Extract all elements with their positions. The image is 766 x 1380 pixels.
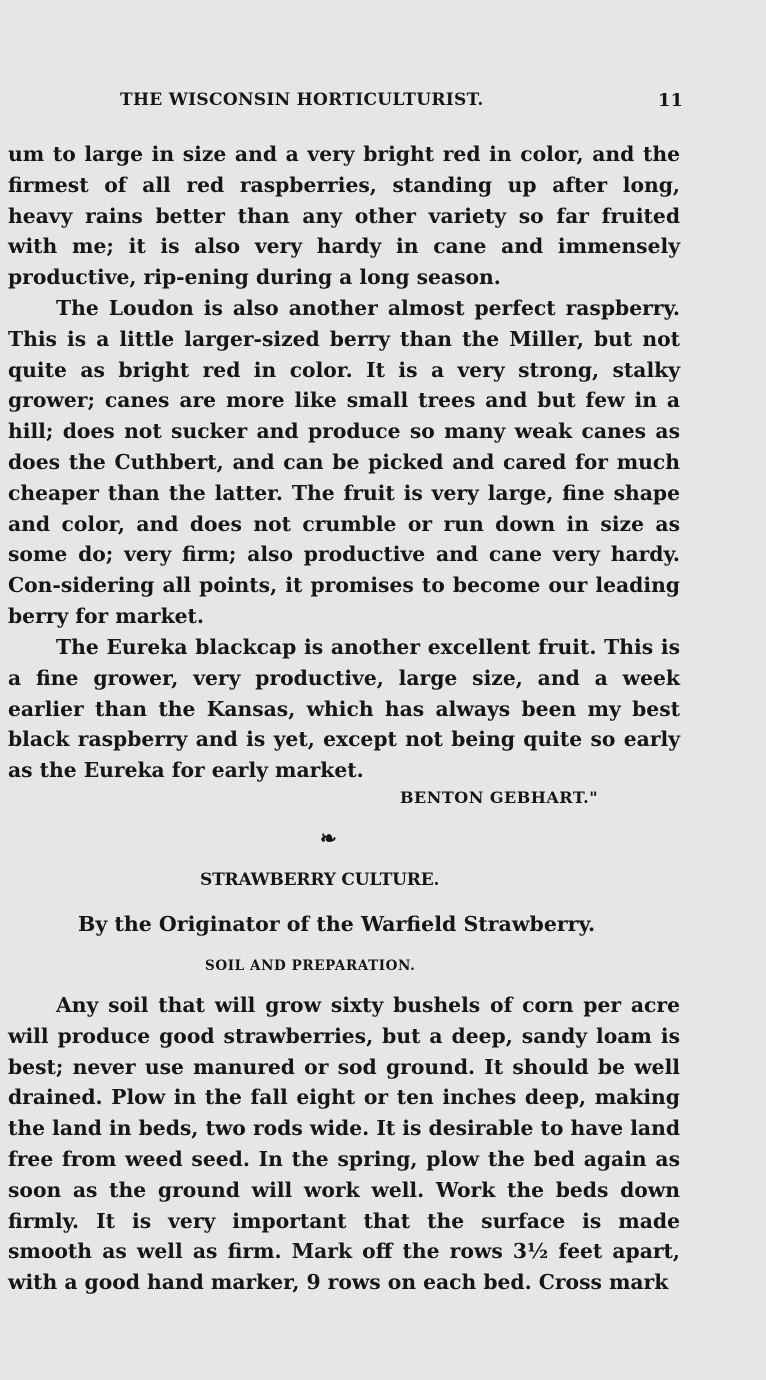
author-signature: BENTON GEBHART." — [400, 788, 599, 807]
section-byline: By the Originator of the Warfield Strawberry. — [78, 912, 596, 936]
page-number: 11 — [658, 90, 684, 111]
paragraph-soil: Any soil that will grow sixty bushels of corn per acre will produce good strawberries, but a deep, sandy loam is best; never use manured or sod ground. It should be well drained. Plow in the fall eight or ten inches deep, making the land in beds, two rods wide. It is desirable to have land free from weed seed. In the spring, plow the bed again as soon as the ground will work well. Work the beds down firmly. It is very important that the surface is made smooth as well as firm. Mark off the rows 3½ feet apart, with a good hand marker, 9 rows on each bed. Cross mark — [8, 993, 680, 1295]
running-title: THE WISCONSIN HORTICULTURIST. — [120, 90, 484, 110]
paragraph-continued: um to large in size and a very bright red in color, and the firmest of all red raspberries, standing up after long, heavy rains better than any other variety so far fruited with me; it is also very hardy in cane and immensely productive, rip-ening during a long season. — [8, 142, 680, 290]
ornament-icon: ❧ — [320, 826, 337, 850]
paragraph-loudon: The Loudon is also another almost perfect raspberry. This is a little larger-sized berry than the Miller, but not quite as bright red in color. It is a very strong, stalky grower; canes are more like small trees and but few in a hill; does not sucker and produce so many weak canes as does the Cuthbert, and can be picked and cared for much cheaper than the latter. The fruit is very large, fine shape and color, and does not crumble or run down in size as some do; very firm; also productive and cane very hardy. Con-sidering all points, it promises to become our leading berry for market. — [8, 296, 680, 628]
section-title: STRAWBERRY CULTURE. — [200, 870, 440, 890]
section-subheading: SOIL AND PREPARATION. — [205, 958, 416, 974]
paragraph-eureka: The Eureka blackcap is another excellent fruit. This is a fine grower, very productive, large size, and a week earlier than the Kansas, which has always been my best black raspberry and is yet, except not being quite so early as the Eureka for early market. — [8, 635, 680, 783]
page-header — [0, 86, 766, 116]
